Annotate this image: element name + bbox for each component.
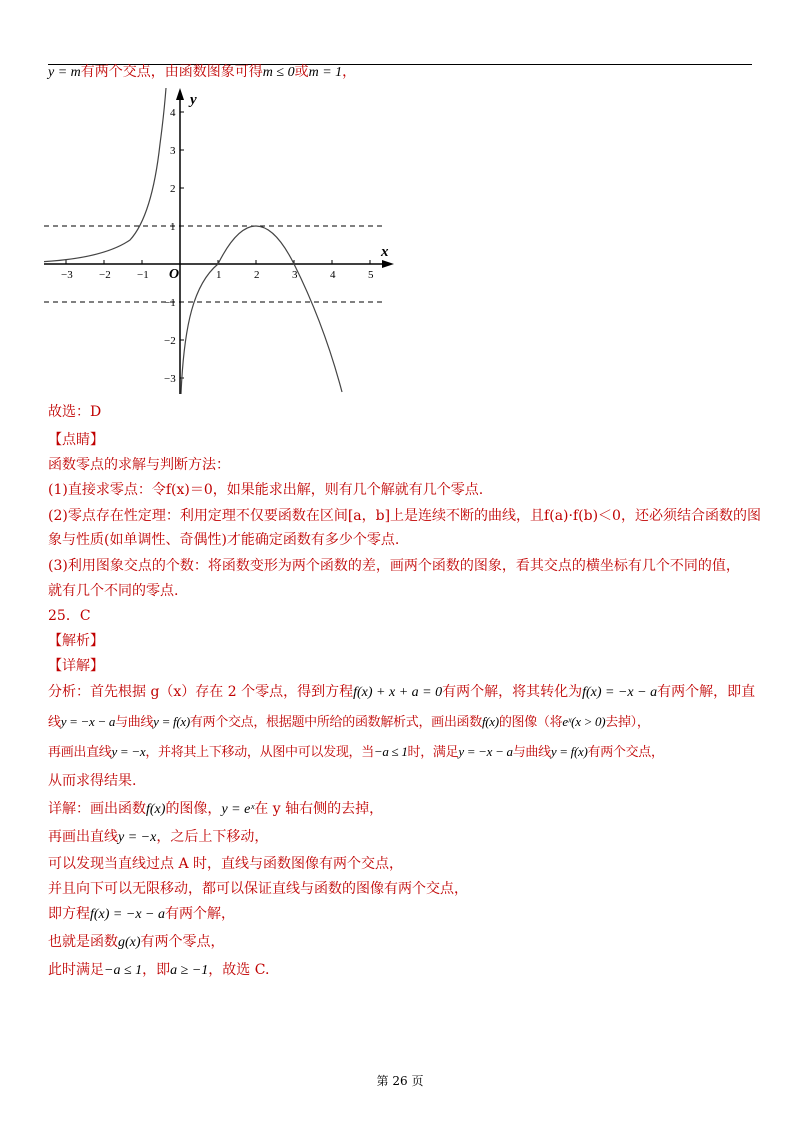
- detail-line-1: [48, 799, 383, 820]
- y-tick-label: −3: [164, 373, 176, 385]
- math-expr: −a ≤ 1: [104, 963, 143, 978]
- math-expr: −a ≤ 1: [373, 744, 408, 759]
- text: 也就是函数: [48, 934, 118, 950]
- method-1: (1)直接求零点：令f(x)＝0，如果能求出解，则有几个解就有几个零点.: [48, 482, 484, 498]
- text: 的图像，: [165, 801, 222, 817]
- detail-line-3: 可以发现当直线过点 A 时，直线与函数图像有两个交点，: [48, 856, 404, 872]
- text: 线: [48, 715, 61, 730]
- text: ，并将其上下移动，从图中可以发现，当: [145, 745, 374, 760]
- detail-line-4: 并且向下可以无限移动，都可以保证直线与函数的图像有两个交点，: [48, 881, 468, 897]
- text: ，之后上下移动，: [156, 829, 269, 845]
- x-tick-label: 5: [368, 269, 374, 281]
- math-expr: y = −x − a: [60, 714, 116, 729]
- math-expr: f(x) = −x − a: [90, 907, 165, 922]
- xiangjie-heading: 【详解】: [48, 658, 104, 674]
- text: 时，满足: [407, 745, 459, 760]
- text: 再画出直线: [48, 829, 118, 845]
- header-text-a: 有两个交点，由函数图象可得: [80, 64, 263, 80]
- jiexi-heading: 【解析】: [48, 633, 104, 649]
- detail-line-7: [48, 960, 269, 981]
- x-tick-label: −2: [99, 269, 111, 281]
- text: 有两个解，将其转化为: [442, 684, 583, 700]
- answer-d: 故选：D: [48, 404, 102, 420]
- y-tick-label: 3: [170, 145, 176, 157]
- text: 有两个零点，: [140, 934, 225, 950]
- log-curve: [181, 264, 218, 394]
- text: 在 y 轴右侧的去掉，: [254, 801, 384, 817]
- math-expr: f(x): [481, 714, 499, 729]
- y-tick-label: 1: [170, 221, 176, 233]
- dianjing-heading: 【点睛】: [48, 432, 104, 448]
- method-2a: (2)零点存在性定理：利用定理不仅要函数在区间[a，b]上是连续不断的曲线，且f(a)·f(b)＜0，还必须结合函数的图: [48, 508, 761, 524]
- text: 有两个解，即直: [657, 684, 756, 700]
- header-text-b: 或: [294, 64, 309, 80]
- text: 此时满足: [48, 962, 104, 978]
- math-expr: y = −x: [111, 744, 146, 759]
- y-axis-arrow: [176, 88, 184, 100]
- method-3b: 就有几个不同的零点.: [48, 583, 179, 599]
- x-tick-label: −1: [137, 269, 149, 281]
- math-expr: y = −x − a: [458, 744, 513, 759]
- question-25: 25．C: [48, 608, 91, 624]
- x-tick-label: 2: [254, 269, 260, 281]
- page-footer: 第 26 页: [376, 1074, 424, 1088]
- origin-label: O: [169, 267, 180, 282]
- exp-curve: [44, 88, 166, 262]
- y-axis-label: y: [190, 92, 197, 108]
- text: 有两个解，: [164, 906, 235, 922]
- method-3a: (3)利用图象交点的个数：将函数变形为两个函数的差，画两个函数的图象，看其交点的横坐标有几个不同的值，: [48, 558, 740, 574]
- detail-line-2: [48, 827, 268, 848]
- method-2b: 象与性质(如单调性、奇偶性)才能确定函数有多少个零点.: [48, 532, 400, 548]
- x-tick-label: −3: [61, 269, 73, 281]
- math-expr: f(x) = −x − a: [582, 685, 658, 700]
- y-tick-label: 4: [170, 107, 176, 119]
- math-expr: eˣ(x > 0): [562, 714, 606, 729]
- text: 详解：画出函数: [48, 801, 146, 817]
- analysis-line-4: 从而求得结果.: [48, 773, 137, 789]
- math-expr: f(x): [146, 802, 166, 817]
- math-expr: y = −x: [118, 830, 157, 845]
- text: ，故选 C.: [208, 962, 270, 978]
- text: ，即: [142, 962, 171, 978]
- x-tick-label: 4: [330, 269, 336, 281]
- math-expr: y = f(x): [550, 744, 588, 759]
- text: 再画出直线: [48, 745, 112, 760]
- analysis-line-3: [48, 742, 664, 763]
- detail-line-6: [48, 932, 225, 953]
- function-graph: [44, 84, 394, 400]
- x-axis-arrow: [382, 260, 394, 268]
- text: 即方程: [48, 906, 90, 922]
- x-tick-label: 1: [216, 269, 222, 281]
- y-tick-label: −2: [164, 335, 176, 347]
- parabola-curve: [218, 226, 342, 392]
- text: 有两个交点，根据题中所给的函数解析式，画出函数: [189, 715, 482, 730]
- math-expr: a ≥ −1: [170, 963, 209, 978]
- method-title: 函数零点的求解与判断方法：: [48, 457, 230, 473]
- text: 与曲线: [115, 715, 154, 730]
- header-line: [48, 62, 356, 83]
- header-text-c: ，: [342, 64, 357, 80]
- math-expr: f(x) + x + a = 0: [353, 685, 443, 700]
- text: 有两个交点，: [587, 745, 664, 760]
- text: 与曲线: [512, 745, 551, 760]
- math-expr: y = eˣ: [221, 802, 255, 817]
- math-m-le-0: m ≤ 0: [262, 65, 295, 80]
- math-m-eq-1: m = 1: [308, 65, 343, 80]
- math-expr: g(x): [118, 935, 141, 950]
- analysis-line-2: [48, 712, 650, 733]
- y-tick-label: 2: [170, 183, 176, 195]
- math-y-eq-m: y = m: [48, 65, 81, 80]
- y-tick-label: −1: [164, 297, 176, 309]
- text: 的图像（将: [498, 715, 563, 730]
- x-axis-label: x: [381, 244, 389, 260]
- detail-line-5: [48, 904, 235, 925]
- analysis-line-1: [48, 682, 755, 703]
- x-tick-label: 3: [292, 269, 298, 281]
- math-expr: y = f(x): [153, 714, 190, 729]
- text: 去掉），: [605, 715, 650, 730]
- text: 分析：首先根据 g（x）存在 2 个零点，得到方程: [48, 684, 354, 700]
